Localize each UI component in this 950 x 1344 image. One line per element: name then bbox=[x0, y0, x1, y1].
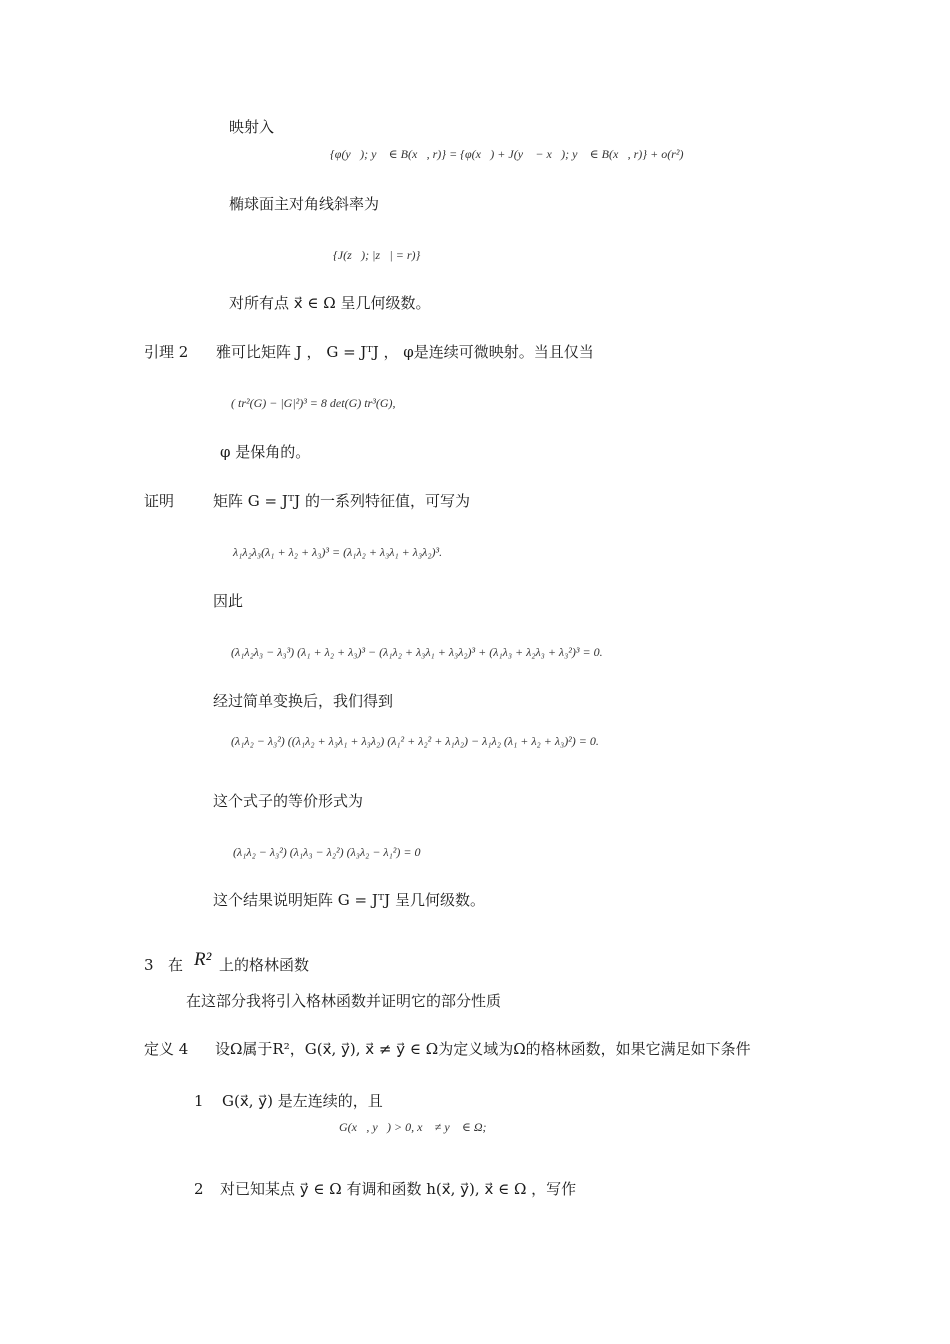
condition-text: G(x⃗, y⃗) 是左连续的，且 bbox=[222, 1092, 383, 1110]
text-line: 这个式子的等价形式为 bbox=[213, 792, 364, 810]
text-line: 对所有点 x⃗ ∈ Ω 呈几何级数。 bbox=[229, 294, 431, 312]
definition-text: 设Ω属于R²，G(x⃗, y⃗), x⃗ ≠ y⃗ ∈ Ω为定义域为Ω的格林函数，如果它满足如下条件 bbox=[215, 1040, 751, 1058]
section-number: 3 bbox=[144, 956, 154, 974]
proof-label: 证明 bbox=[144, 492, 175, 510]
text-line: 映射入 bbox=[229, 118, 275, 136]
equation: {φ(y⃗); y⃗ ∈ B(x⃗, r)} = {φ(x⃗) + J(y⃗ − x⃗); y⃗ ∈ B(x⃗, r)} + o(r²) bbox=[330, 147, 684, 161]
equation: ( tr²(G) − |G|²)³ = 8 det(G) tr³(G), bbox=[231, 396, 396, 410]
text-line: 在这部分我将引入格林函数并证明它的部分性质 bbox=[186, 992, 502, 1010]
text-line: 因此 bbox=[213, 592, 244, 610]
equation: (λ₁λ₂ − λ₃²) (λ₁λ₃ − λ₂²) (λ₃λ₂ − λ₁²) = 0 bbox=[233, 845, 421, 859]
text-line: 经过简单变换后，我们得到 bbox=[213, 692, 394, 710]
equation: (λ₁λ₂ − λ₃²) ((λ₁λ₂ + λ₃λ₁ + λ₃λ₂) (λ₁² + λ₂² + λ₁λ₂) − λ₁λ₂ (λ₁ + λ₂ + λ₃)²) = 0. bbox=[231, 734, 599, 748]
equation: {J(z⃗); |z⃗| = r)} bbox=[333, 248, 421, 262]
condition-number: 2 bbox=[194, 1180, 204, 1198]
text-line: φ 是保角的。 bbox=[220, 443, 311, 461]
proof-text: 矩阵 G = JᵀJ 的一系列特征值，可写为 bbox=[213, 492, 470, 510]
text-line: 椭球面主对角线斜率为 bbox=[229, 195, 380, 213]
text-line: 这个结果说明矩阵 G = JᵀJ 呈几何级数。 bbox=[213, 891, 485, 909]
definition-label: 定义 4 bbox=[144, 1040, 189, 1058]
condition-number: 1 bbox=[194, 1092, 204, 1110]
section-title: 上的格林函数 bbox=[219, 956, 310, 974]
condition-text: 对已知某点 y⃗ ∈ Ω 有调和函数 h(x⃗, y⃗), x⃗ ∈ Ω ，写作 bbox=[220, 1180, 577, 1198]
equation: λ₁λ₂λ₃(λ₁ + λ₂ + λ₃)³ = (λ₁λ₂ + λ₃λ₁ + λ₃λ₂)³. bbox=[233, 545, 443, 559]
section-title-prefix: 在 bbox=[168, 956, 184, 974]
lemma-label: 引理 2 bbox=[144, 343, 189, 361]
lemma-text: 雅可比矩阵 J ， G = JᵀJ ， φ是连续可微映射。当且仅当 bbox=[216, 343, 594, 361]
equation: G(x⃗, y⃗) > 0, x⃗ ≠ y⃗ ∈ Ω; bbox=[339, 1120, 487, 1134]
equation: (λ₁λ₂λ₃ − λ₃³) (λ₁ + λ₂ + λ₃)³ − (λ₁λ₂ + λ₃λ₁ + λ₃λ₂)³ + (λ₁λ₃ + λ₂λ₃ + λ₃²)³ = 0. bbox=[231, 645, 603, 659]
section-title-symbol: R² bbox=[194, 949, 212, 970]
